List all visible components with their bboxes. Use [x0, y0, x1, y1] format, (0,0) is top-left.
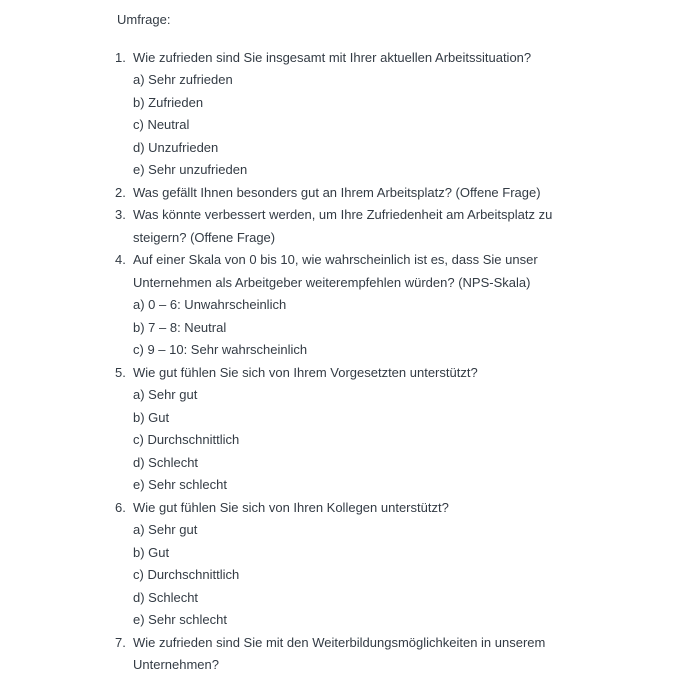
question-text: Auf einer Skala von 0 bis 10, wie wahrscheinlich ist es, dass Sie unser Unternehmen als Arbeitgeber weiterempfehlen würden? (NPS-Skala) [133, 252, 538, 290]
question-item [115, 182, 585, 205]
answer-option: b) Zufrieden [133, 94, 204, 110]
question-number: 6. [115, 499, 126, 515]
answer-option: c) 9 – 10: Sehr wahrscheinlich [133, 342, 308, 357]
question-body [133, 362, 573, 497]
answer-option: a) Sehr gut [133, 387, 198, 402]
answer-option: e) Sehr schlecht [133, 612, 227, 627]
answer-option: a) 0 – 6: Unwahrscheinlich [133, 297, 287, 312]
question-item [115, 47, 585, 182]
question-list [115, 47, 585, 677]
answer-option: c) Durchschnittlich [133, 567, 240, 582]
question-text: Wie zufrieden sind Sie mit den Weiterbildungsmöglichkeiten in unserem Unternehmen? [133, 634, 546, 672]
question-body [133, 497, 573, 632]
question-number: 4. [115, 252, 126, 267]
answer-option: d) Unzufrieden [133, 139, 219, 155]
question-item [115, 632, 585, 677]
question-item [115, 362, 585, 497]
answer-option: b) Gut [133, 544, 170, 560]
question-number: 1. [115, 49, 126, 65]
question-text: Wie gut fühlen Sie sich von Ihren Kollegen unterstützt? [133, 499, 449, 515]
answer-option: a) Sehr zufrieden [133, 72, 233, 87]
question-text: Wie zufrieden sind Sie insgesamt mit Ihrer aktuellen Arbeitssituation? [133, 49, 532, 65]
answer-option: a) Sehr gut [133, 522, 198, 537]
answer-option: b) Gut [133, 409, 170, 425]
survey-document [115, 9, 585, 677]
answer-option: e) Sehr schlecht [133, 477, 227, 492]
question-body [133, 249, 573, 362]
question-body [133, 204, 573, 249]
question-item [115, 204, 585, 249]
question-text: Was könnte verbessert werden, um Ihre Zufriedenheit am Arbeitsplatz zu steigern? (Offene Frage) [133, 207, 553, 245]
question-number: 7. [115, 634, 126, 650]
answer-option: d) Schlecht [133, 589, 199, 605]
question-number: 3. [115, 207, 126, 222]
answer-option: c) Neutral [133, 117, 190, 132]
answer-option: d) Schlecht [133, 454, 199, 470]
question-text: Wie gut fühlen Sie sich von Ihrem Vorgesetzten unterstützt? [133, 364, 478, 380]
survey-title: Umfrage: [117, 12, 171, 27]
question-number: 5. [115, 364, 126, 380]
question-text: Was gefällt Ihnen besonders gut an Ihrem Arbeitsplatz? (Offene Frage) [133, 184, 541, 200]
question-number: 2. [115, 184, 126, 200]
answer-option: b) 7 – 8: Neutral [133, 319, 227, 335]
question-body [133, 47, 573, 182]
answer-option: c) Durchschnittlich [133, 432, 240, 447]
question-item [115, 249, 585, 362]
question-item [115, 497, 585, 632]
question-body [133, 632, 573, 677]
question-body [133, 182, 573, 205]
answer-option: e) Sehr unzufrieden [133, 162, 248, 177]
